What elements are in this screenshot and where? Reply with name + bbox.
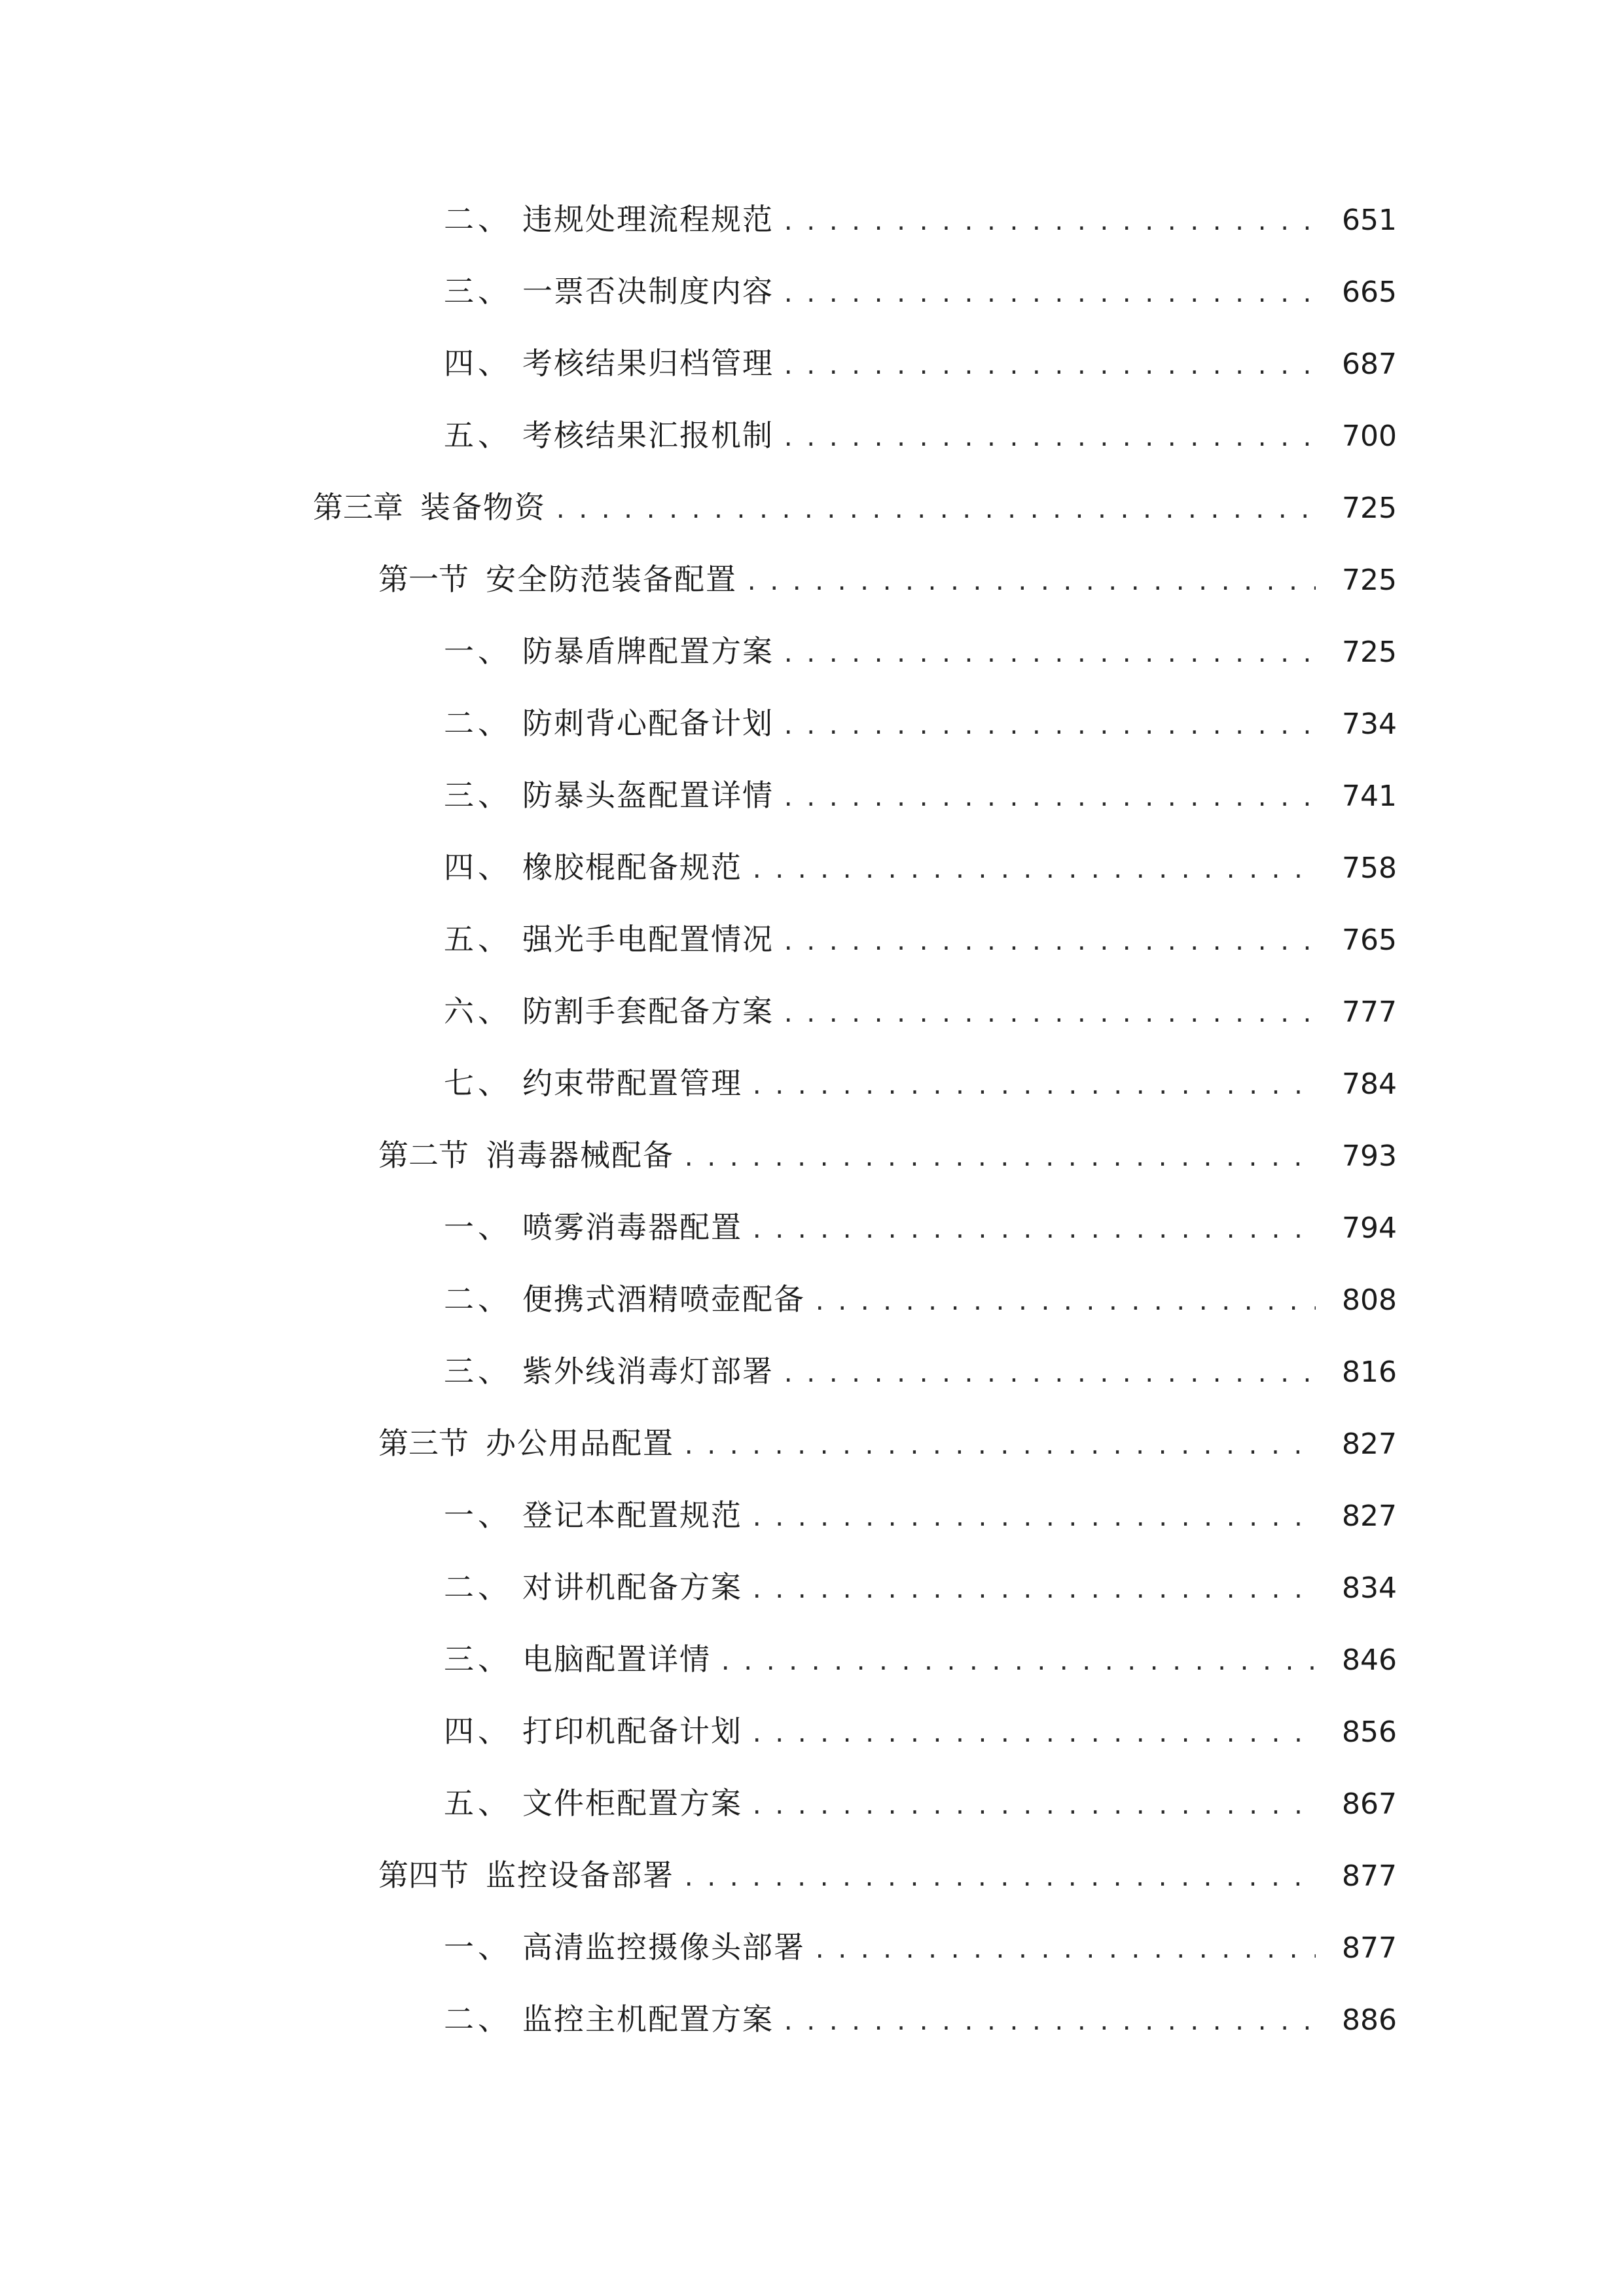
toc-entry-title: 紫外线消毒灯部署 bbox=[522, 1354, 774, 1389]
toc-entry[interactable] bbox=[0, 985, 1624, 1037]
toc-entry-number: 三、 bbox=[444, 274, 512, 309]
dot-leader bbox=[719, 1636, 1316, 1689]
toc-entry[interactable] bbox=[0, 337, 1624, 389]
toc-entry-page-number: 886 bbox=[1342, 2003, 1397, 2037]
toc-entry-title: 违规处理流程规范 bbox=[522, 202, 774, 237]
dot-leader bbox=[682, 1852, 1316, 1905]
dot-leader bbox=[750, 1708, 1316, 1761]
toc-entry-page-number: 856 bbox=[1342, 1715, 1397, 1749]
toc-entry-page-number: 758 bbox=[1342, 852, 1397, 885]
toc-entry[interactable] bbox=[0, 769, 1624, 821]
dot-leader bbox=[782, 700, 1316, 753]
toc-entry-section[interactable] bbox=[0, 1129, 1624, 1181]
toc-entry-title: 对讲机配备方案 bbox=[522, 1570, 742, 1605]
toc-entry-page-number: 725 bbox=[1342, 564, 1397, 597]
toc-entry-number: 第一节 bbox=[378, 562, 469, 597]
dot-leader bbox=[782, 268, 1316, 321]
toc-entry-number: 一、 bbox=[444, 1929, 512, 1965]
toc-entry-page-number: 867 bbox=[1342, 1787, 1397, 1821]
dot-leader bbox=[782, 1348, 1316, 1401]
toc-entry[interactable] bbox=[0, 1993, 1624, 2045]
toc-entry-title: 消毒器械配备 bbox=[486, 1138, 674, 1173]
dot-leader bbox=[750, 1492, 1316, 1545]
toc-entry-page-number: 725 bbox=[1342, 492, 1397, 525]
toc-entry-number: 二、 bbox=[444, 2001, 512, 2037]
toc-entry[interactable] bbox=[0, 1561, 1624, 1613]
dot-leader bbox=[750, 1564, 1316, 1617]
toc-entry-number: 第三章 bbox=[313, 490, 403, 525]
dot-leader bbox=[782, 988, 1316, 1041]
toc-entry-page-number: 827 bbox=[1342, 1427, 1397, 1461]
dot-leader bbox=[782, 196, 1316, 249]
toc-entry[interactable] bbox=[0, 1201, 1624, 1253]
dot-leader bbox=[682, 1132, 1316, 1185]
toc-entry-title: 一票否决制度内容 bbox=[522, 274, 774, 309]
toc-entry-page-number: 877 bbox=[1342, 1931, 1397, 1965]
toc-entry-chapter[interactable] bbox=[0, 481, 1624, 533]
toc-entry-page-number: 734 bbox=[1342, 708, 1397, 741]
dot-leader bbox=[782, 772, 1316, 825]
toc-entry-page-number: 877 bbox=[1342, 1859, 1397, 1893]
toc-entry-title: 高清监控摄像头部署 bbox=[522, 1929, 805, 1965]
toc-entry-number: 二、 bbox=[444, 1570, 512, 1605]
toc-entry-title: 防暴头盔配置详情 bbox=[522, 778, 774, 813]
toc-entry-title: 办公用品配置 bbox=[486, 1426, 674, 1461]
toc-entry[interactable] bbox=[0, 1921, 1624, 1973]
toc-entry-title: 防暴盾牌配置方案 bbox=[522, 634, 774, 669]
toc-entry-number: 六、 bbox=[444, 994, 512, 1029]
toc-entry-page-number: 741 bbox=[1342, 780, 1397, 813]
toc-entry-title: 便携式酒精喷壶配备 bbox=[522, 1282, 805, 1317]
toc-entry-number: 第三节 bbox=[378, 1426, 469, 1461]
toc-entry-title: 喷雾消毒器配置 bbox=[522, 1210, 742, 1245]
toc-entry-title: 监控设备部署 bbox=[486, 1857, 674, 1893]
toc-entry-page-number: 665 bbox=[1342, 276, 1397, 309]
toc-entry-page-number: 651 bbox=[1342, 204, 1397, 237]
dot-leader bbox=[682, 1420, 1316, 1473]
toc-entry-page-number: 725 bbox=[1342, 636, 1397, 669]
toc-entry-number: 三、 bbox=[444, 778, 512, 813]
toc-entry-number: 四、 bbox=[444, 346, 512, 381]
dot-leader bbox=[782, 916, 1316, 969]
toc-entry-title: 约束带配置管理 bbox=[522, 1066, 742, 1101]
toc-entry-number: 二、 bbox=[444, 1282, 512, 1317]
toc-entry-number: 五、 bbox=[444, 418, 512, 453]
toc-entry-section[interactable] bbox=[0, 1849, 1624, 1901]
toc-entry-number: 二、 bbox=[444, 706, 512, 741]
toc-entry-number: 五、 bbox=[444, 922, 512, 957]
toc-entry-page-number: 793 bbox=[1342, 1139, 1397, 1173]
dot-leader bbox=[745, 556, 1316, 609]
toc-entry-number: 四、 bbox=[444, 850, 512, 885]
dot-leader bbox=[750, 844, 1316, 897]
toc-entry-number: 一、 bbox=[444, 634, 512, 669]
toc-entry-title: 登记本配置规范 bbox=[522, 1498, 742, 1533]
toc-entry-page-number: 687 bbox=[1342, 348, 1397, 381]
toc-entry-title: 考核结果归档管理 bbox=[522, 346, 774, 381]
toc-entry-page-number: 816 bbox=[1342, 1355, 1397, 1389]
dot-leader bbox=[750, 1780, 1316, 1833]
toc-entry-title: 打印机配备计划 bbox=[522, 1713, 742, 1749]
toc-entry[interactable] bbox=[0, 1345, 1624, 1397]
toc-entry-page-number: 765 bbox=[1342, 924, 1397, 957]
toc-entry-page-number: 700 bbox=[1342, 420, 1397, 453]
toc-entry-title: 橡胶棍配备规范 bbox=[522, 850, 742, 885]
toc-entry[interactable] bbox=[0, 1633, 1624, 1685]
toc-entry-page-number: 834 bbox=[1342, 1571, 1397, 1605]
toc-entry-title: 装备物资 bbox=[420, 490, 546, 525]
toc-entry-title: 电脑配置详情 bbox=[522, 1641, 711, 1677]
toc-entry-number: 第二节 bbox=[378, 1138, 469, 1173]
toc-entry-title: 监控主机配置方案 bbox=[522, 2001, 774, 2037]
toc-entry-page-number: 794 bbox=[1342, 1211, 1397, 1245]
toc-entry-section[interactable] bbox=[0, 1417, 1624, 1469]
toc-entry-number: 五、 bbox=[444, 1785, 512, 1821]
toc-entry-number: 一、 bbox=[444, 1498, 512, 1533]
toc-entry-number: 三、 bbox=[444, 1641, 512, 1677]
toc-entry[interactable] bbox=[0, 193, 1624, 245]
toc-entry-page-number: 846 bbox=[1342, 1643, 1397, 1677]
dot-leader bbox=[782, 628, 1316, 681]
dot-leader bbox=[782, 412, 1316, 465]
toc-entry-title: 强光手电配置情况 bbox=[522, 922, 774, 957]
toc-entry[interactable] bbox=[0, 409, 1624, 461]
toc-entry-page-number: 827 bbox=[1342, 1499, 1397, 1533]
toc-entry[interactable] bbox=[0, 1489, 1624, 1541]
toc-entry[interactable] bbox=[0, 697, 1624, 749]
dot-leader bbox=[813, 1924, 1316, 1977]
toc-entry-number: 四、 bbox=[444, 1713, 512, 1749]
toc-entry[interactable] bbox=[0, 625, 1624, 677]
toc-entry[interactable] bbox=[0, 1057, 1624, 1109]
toc-entry[interactable] bbox=[0, 1273, 1624, 1325]
toc-entry[interactable] bbox=[0, 1705, 1624, 1757]
dot-leader bbox=[750, 1060, 1316, 1113]
toc-entry-title: 防刺背心配备计划 bbox=[522, 706, 774, 741]
toc-entry-number: 七、 bbox=[444, 1066, 512, 1101]
toc-entry-title: 防割手套配备方案 bbox=[522, 994, 774, 1029]
toc-entry-page-number: 784 bbox=[1342, 1067, 1397, 1101]
toc-entry-section[interactable] bbox=[0, 553, 1624, 605]
dot-leader bbox=[782, 1996, 1316, 2049]
toc-entry-number: 二、 bbox=[444, 202, 512, 237]
toc-entry[interactable] bbox=[0, 1777, 1624, 1829]
dot-leader bbox=[554, 484, 1316, 537]
toc-entry-page-number: 777 bbox=[1342, 996, 1397, 1029]
toc-entry-page-number: 808 bbox=[1342, 1283, 1397, 1317]
toc-entry-title: 考核结果汇报机制 bbox=[522, 418, 774, 453]
toc-entry[interactable] bbox=[0, 913, 1624, 965]
toc-entry-number: 三、 bbox=[444, 1354, 512, 1389]
toc-entry[interactable] bbox=[0, 265, 1624, 317]
toc-entry-number: 一、 bbox=[444, 1210, 512, 1245]
dot-leader bbox=[813, 1276, 1316, 1329]
toc-entry[interactable] bbox=[0, 841, 1624, 893]
dot-leader bbox=[782, 340, 1316, 393]
toc-entry-title: 文件柜配置方案 bbox=[522, 1785, 742, 1821]
toc-entry-number: 第四节 bbox=[378, 1857, 469, 1893]
dot-leader bbox=[750, 1204, 1316, 1257]
toc-entry-title: 安全防范装备配置 bbox=[486, 562, 737, 597]
